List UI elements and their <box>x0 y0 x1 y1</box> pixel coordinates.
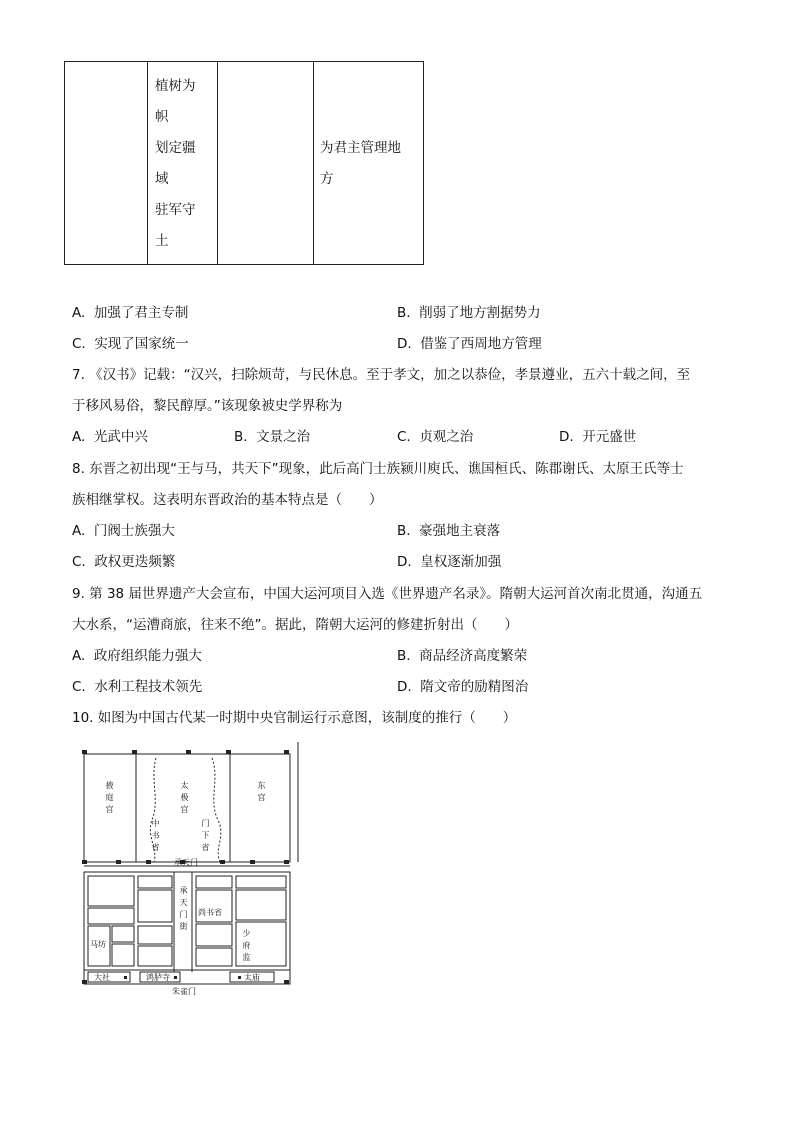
option-a[interactable] <box>72 428 148 446</box>
question-7-stem-cont: 于移风易俗，黎民醇厚。”该现象被史学界称为 <box>72 398 343 414</box>
option-text: 商品经济高度繁荣 <box>419 648 528 664</box>
question-7-stem: 7. 《汉书》记载：“汉兴，扫除烦苛，与民休息。至于孝文，加之以恭俭，孝景遵业，五六十载之间，至 <box>72 367 691 383</box>
option-text: 皇权逐渐加强 <box>420 554 502 570</box>
option-b[interactable] <box>234 428 310 446</box>
option-label: A. <box>72 429 86 445</box>
label-shaofu-jian: 少府监 <box>242 929 251 962</box>
option-label: D. <box>559 429 574 445</box>
label-horse-stable: 马坊 <box>90 940 106 949</box>
option-d[interactable] <box>397 678 528 696</box>
chang-an-palace-diagram <box>80 740 300 998</box>
table-divider <box>217 62 218 264</box>
option-text: 隋文帝的励精图治 <box>420 679 529 695</box>
question-9-stem-cont: 大水系，“运漕商旅，往来不绝”。据此，隋朝大运河的修建折射出（ ） <box>72 617 518 633</box>
cell-line: 方 <box>320 171 334 187</box>
option-text: 水利工程技术领先 <box>94 679 203 695</box>
cell-line: 帜 <box>155 109 169 125</box>
label-taiji-palace: 太极宫 <box>180 781 189 814</box>
option-label: A. <box>72 648 86 664</box>
label-honglu-si: 鸿胪寺 <box>146 973 170 982</box>
option-a[interactable] <box>72 647 202 665</box>
option-label: B. <box>234 429 248 445</box>
table-cell-measures <box>155 71 196 257</box>
option-text: 实现了国家统一 <box>94 336 189 352</box>
policy-table <box>64 61 424 265</box>
option-label: D. <box>397 336 412 352</box>
question-8-stem-cont: 族相继掌权。这表明东晋政治的基本特点是（ ） <box>72 492 383 508</box>
question-8-stem: 8. 东晋之初出现“王与马，共天下”现象，此后高门士族颍川庾氏、谯国桓氏、陈郡谢氏、太原王氏等士 <box>72 461 684 477</box>
option-b[interactable] <box>397 522 500 540</box>
label-dashe: 大社 <box>94 973 110 982</box>
label-menxia-sheng: 门下省 <box>201 819 210 852</box>
option-text: 借鉴了西周地方管理 <box>420 336 542 352</box>
option-label: B. <box>397 648 411 664</box>
cell-line: 植树为 <box>155 78 196 94</box>
option-text: 门阀士族强大 <box>93 523 175 539</box>
cell-line: 划定疆 <box>155 140 196 156</box>
question-10-stem: 10. 如图为中国古代某一时期中央官制运行示意图，该制度的推行（ ） <box>72 710 517 726</box>
diagram-lines <box>80 740 300 998</box>
option-label: C. <box>72 336 86 352</box>
option-c[interactable] <box>72 678 202 696</box>
option-label: A. <box>72 305 86 321</box>
option-text: 光武中兴 <box>93 429 148 445</box>
option-text: 贞观之治 <box>419 429 474 445</box>
label-chengtian-street: 承天门街 <box>179 886 188 931</box>
option-b[interactable] <box>397 304 541 322</box>
option-label: C. <box>72 679 86 695</box>
label-yeting-palace: 掖庭宫 <box>105 781 114 814</box>
option-text: 开元盛世 <box>582 429 637 445</box>
option-label: D. <box>397 679 412 695</box>
option-text: 加强了君主专制 <box>93 305 189 321</box>
option-text: 政权更迭频繁 <box>94 554 176 570</box>
option-d[interactable] <box>559 428 636 446</box>
option-label: C. <box>397 429 411 445</box>
table-divider <box>313 62 314 264</box>
option-text: 文景之治 <box>256 429 311 445</box>
option-text: 削弱了地方割据势力 <box>419 305 541 321</box>
table-divider <box>147 62 148 264</box>
label-zhongshu-sheng: 中书省 <box>151 819 160 852</box>
option-label: C. <box>72 554 86 570</box>
option-label: B. <box>397 305 411 321</box>
label-zhuque-gate: 朱雀门 <box>172 987 196 996</box>
label-east-palace: 东宫 <box>257 781 266 802</box>
option-d[interactable] <box>397 335 542 353</box>
cell-line: 域 <box>155 171 169 187</box>
cell-line: 驻军守 <box>155 202 196 218</box>
option-text: 政府组织能力强大 <box>93 648 202 664</box>
label-chengtian-gate: 承天门 <box>174 858 198 867</box>
option-label: A. <box>72 523 86 539</box>
cell-line: 为君主管理地 <box>320 140 401 156</box>
option-text: 豪强地主衰落 <box>419 523 501 539</box>
table-cell-purpose <box>320 133 401 195</box>
cell-line: 土 <box>155 233 169 249</box>
label-shangshu-sheng: 尚书省 <box>198 908 222 917</box>
option-a[interactable] <box>72 522 175 540</box>
question-9-stem: 9. 第 38 届世界遗产大会宣布，中国大运河项目入选《世界遗产名录》。隋朝大运河首次南北贯通，沟通五 <box>72 586 703 602</box>
option-b[interactable] <box>397 647 527 665</box>
option-d[interactable] <box>397 553 501 571</box>
option-c[interactable] <box>72 335 189 353</box>
label-taimiao: 太庙 <box>244 973 260 982</box>
option-c[interactable] <box>72 553 175 571</box>
option-c[interactable] <box>397 428 473 446</box>
option-label: D. <box>397 554 412 570</box>
option-a[interactable] <box>72 304 188 322</box>
option-label: B. <box>397 523 411 539</box>
